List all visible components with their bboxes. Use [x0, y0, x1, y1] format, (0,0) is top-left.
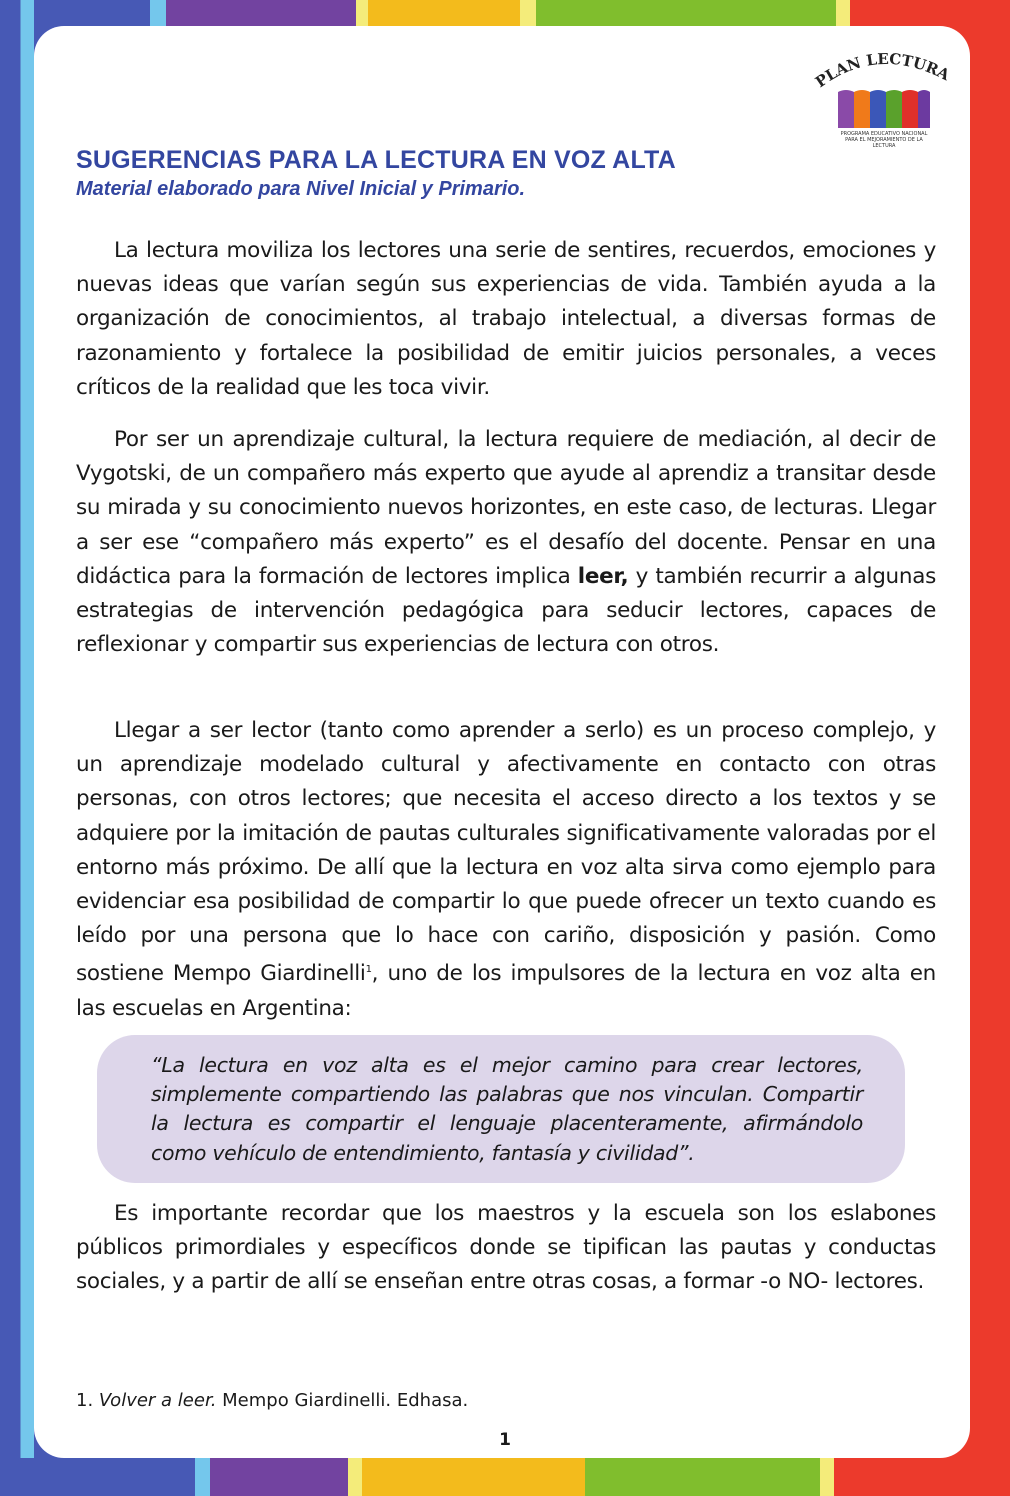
- frame-left-edge: [0, 0, 34, 1496]
- page-number: 1: [499, 1430, 511, 1450]
- plan-lectura-logo: [806, 48, 956, 152]
- logo-text: PLAN LECTURA: [812, 49, 953, 92]
- paragraph-3-text-start: Llegar a ser lector (tanto como aprender a serlo) es un proceso complejo, y un aprendizaje modelado cultural y afectivamente en contacto con otras personas, con otros lectores; que necesita el acceso directo a los textos y se adquiere por la imitación de pautas culturales significativamente valoradas por el entorno más próximo. De allí que la lectura en voz alta sirva como ejemplo para evidenciar esa posibilidad de compartir lo que puede ofrecer un texto cuando es leído por una persona que lo hace con cariño, disposición y pasión. Como sostiene Mempo Giardinelli: [76, 718, 936, 987]
- page-subtitle: Material elaborado para Nivel Inicial y Primario.: [76, 178, 526, 200]
- footnote: [76, 1390, 468, 1411]
- paragraph-4: Es importante recordar que los maestros y la escuela son los eslabones públicos primordiales y específicos donde se tipifican las pautas y conductas sociales, y a partir de allí se enseñan entre otras cosas, a formar -o NO- lectores.: [76, 1201, 936, 1295]
- logo-caption-line1: PROGRAMA EDUCATIVO NACIONAL: [840, 131, 928, 137]
- footnote-reference: 1: [365, 964, 372, 976]
- paragraph-1: La lectura moviliza los lectores una serie de sentires, recuerdos, emociones y nuevas ideas que varían según sus experiencias de vida. También ayuda a la organización de conocimientos, al trabajo intelectual, a diversas formas de razonamiento y fortalece la posibilidad de emitir juicios personales, a veces críticos de la realidad que les toca vivir.: [76, 238, 936, 400]
- footnote-author-publisher: Mempo Giardinelli. Edhasa.: [222, 1390, 469, 1411]
- page-heading: [76, 146, 876, 201]
- quote-box: [97, 1035, 905, 1183]
- footnote-number: 1.: [76, 1390, 94, 1411]
- logo-graphic: [806, 48, 956, 132]
- logo-caption-line2: PARA EL MEJORAMIENTO DE LA LECTURA: [845, 137, 923, 149]
- paragraph-2-text-start: Por ser un aprendizaje cultural, la lectura requiere de mediación, al decir de Vygotski, de un compañero más experto que ayude al aprendiz a transitar desde su mirada y su conocimiento nuevos horizontes, en este caso, de lecturas. Llegar a ser ese “compañero más experto” es el desafío del docente. Pensar en una didáctica para la formación de lectores implica: [76, 427, 936, 589]
- footnote-book-title: Volver a leer.: [98, 1390, 217, 1411]
- paragraph-3: [76, 714, 936, 1026]
- frame-bottom-edge: [0, 1458, 1010, 1496]
- paragraph-3-text-end: , uno de los impulsores de la lectura en voz alta en las escuelas en Argentina:: [76, 961, 936, 1021]
- paragraph-2-bold-word: leer,: [577, 563, 629, 589]
- quote-text: “La lectura en voz alta es el mejor camino para crear lectores, simplemente compartiendo las palabras que nos vinculan. Compartir la lectura es compartir el lenguaje placenteramente, afirmándolo como vehículo de entendimiento, fantasía y civilidad”.: [151, 1053, 863, 1165]
- paragraph-2: [76, 423, 936, 662]
- paragraph-2-text-end: y también recurrir a algunas estrategias de intervención pedagógica para seducir lectores, capaces de reflexionar y compartir sus experiencias de lectura con otros.: [76, 563, 936, 658]
- books-icon: [838, 90, 930, 128]
- page-title: SUGERENCIAS PARA LA LECTURA EN VOZ ALTA: [76, 146, 676, 174]
